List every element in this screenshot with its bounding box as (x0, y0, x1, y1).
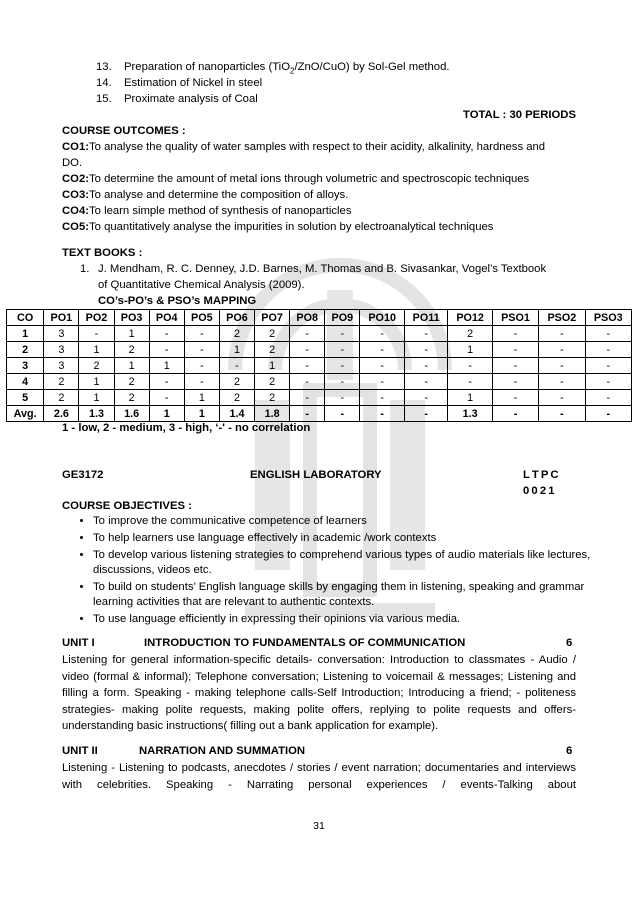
value-cell: 2 (219, 374, 254, 390)
course-outcomes-heading: COURSE OUTCOMES : (62, 125, 186, 137)
page-number: 31 (313, 820, 325, 832)
value-cell: - (539, 374, 585, 390)
list-number: 14. (96, 77, 112, 89)
value-cell: 3 (44, 326, 79, 342)
unit2-title: NARRATION AND SUMMATION (139, 745, 306, 757)
list-item-14 (96, 76, 262, 91)
value-cell: - (404, 358, 448, 374)
header-cell: PO11 (404, 310, 448, 326)
value-cell: - (290, 374, 325, 390)
value-cell: - (149, 390, 184, 406)
table-row (7, 358, 632, 374)
value-cell: - (360, 406, 404, 422)
list-text: Preparation of nanoparticles (TiO$_2$/ZnO/CuO) by Sol-Gel method. (124, 61, 450, 76)
unit2-body: Listening - Listening to podcasts, anecdotes / stories / event narration; documentaries and interviews with celebrities. Speaking - Narrating personal experiences / events-Talking about (62, 762, 576, 791)
value-cell: 1 (79, 374, 114, 390)
list-item-15 (96, 92, 258, 107)
value-cell: 1.8 (255, 406, 290, 422)
header-cell: PO6 (219, 310, 254, 326)
value-cell: - (360, 374, 404, 390)
value-cell: 2 (255, 342, 290, 358)
value-cell: - (404, 326, 448, 342)
value-cell: - (539, 358, 585, 374)
header-cell: PO12 (448, 310, 492, 326)
value-cell: - (325, 358, 360, 374)
value-cell: 1 (184, 390, 219, 406)
outcome-co1-cont: DO. (62, 157, 83, 169)
ltpc-values: 0 0 2 1 (523, 485, 555, 497)
value-cell: - (290, 390, 325, 406)
value-cell: - (404, 390, 448, 406)
outcome-co3: CO3:To analyse and determine the composition of alloys. (62, 189, 349, 201)
value-cell: - (360, 358, 404, 374)
value-cell: 1 (114, 326, 149, 342)
course-code: GE3172 (62, 469, 104, 481)
outcome-co5: CO5:To quantitatively analyse the impurities in solution by electroanalytical techniques (62, 221, 494, 233)
value-cell: - (585, 406, 631, 422)
value-cell: - (448, 358, 492, 374)
value-cell: - (539, 342, 585, 358)
table-row (7, 390, 632, 406)
outcome-co4: CO4:To learn simple method of synthesis of nanoparticles (62, 205, 352, 217)
table-row (7, 342, 632, 358)
value-cell: 1.3 (79, 406, 114, 422)
text-book-line2: of Quantitative Chemical Analysis (2009). (98, 279, 305, 291)
value-cell: - (539, 326, 585, 342)
value-cell: 1 (184, 406, 219, 422)
table-header-row (7, 310, 632, 326)
co-cell: 5 (7, 390, 44, 406)
co-cell: 2 (7, 342, 44, 358)
value-cell: - (492, 390, 538, 406)
course-title: ENGLISH LABORATORY (250, 469, 382, 481)
value-cell: - (219, 358, 254, 374)
value-cell: 1 (448, 390, 492, 406)
value-cell: 2.6 (44, 406, 79, 422)
header-cell: PO5 (184, 310, 219, 326)
value-cell: 2 (255, 390, 290, 406)
list-item: • To develop various listening strategies to comprehend various types of audio materials like lectures, discussions, videos etc. (93, 548, 613, 578)
value-cell: 2 (44, 374, 79, 390)
value-cell: 2 (255, 326, 290, 342)
list-item: • To improve the communicative competence of learners (93, 514, 613, 529)
co-cell: Avg. (7, 406, 44, 422)
list-text: Estimation of Nickel in steel (124, 77, 263, 89)
outcome-co1: CO1:To analyse the quality of water samples with respect to their acidity, alkalinity, hardness and (62, 141, 546, 153)
value-cell: - (492, 374, 538, 390)
text-book-number: 1. (80, 263, 90, 275)
value-cell: 2 (255, 374, 290, 390)
value-cell: - (585, 390, 631, 406)
value-cell: - (492, 406, 538, 422)
value-cell: 3 (44, 342, 79, 358)
value-cell: - (360, 342, 404, 358)
outcome-co2: CO2:To determine the amount of metal ions through volumetric and spectroscopic techniques (62, 173, 530, 185)
value-cell: - (290, 358, 325, 374)
list-item: • To use language efficiently in expressing their opinions via various media. (93, 612, 613, 627)
value-cell: - (492, 358, 538, 374)
unit1-body: Listening for general information-specific details- conversation: Introduction to classmates - Audio / video (formal & informal); Telephone conversation; Listening to voicemail & messages; Listening and filling a form. Speaking - making telephone calls-Self Introduction; Introducing a friend; - politeness strategies- making polite requests, making polite offers, replying to polite requests and offers- understanding basic instructions( filling out a bank application for example). (62, 654, 576, 732)
value-cell: 1 (114, 358, 149, 374)
value-cell: - (325, 406, 360, 422)
value-cell: - (448, 374, 492, 390)
value-cell: 2 (44, 390, 79, 406)
value-cell: - (149, 342, 184, 358)
value-cell: - (404, 342, 448, 358)
co-po-mapping-table (6, 309, 632, 422)
value-cell: 1 (448, 342, 492, 358)
value-cell: 1 (79, 342, 114, 358)
value-cell: - (149, 374, 184, 390)
value-cell: - (585, 374, 631, 390)
value-cell: 2 (114, 342, 149, 358)
value-cell: 1 (149, 358, 184, 374)
value-cell: - (325, 374, 360, 390)
value-cell: - (184, 374, 219, 390)
header-cell: PO7 (255, 310, 290, 326)
list-item: • To build on students’ English language skills by engaging them in listening, speaking and grammar learning activities that are relevant to authentic contexts. (93, 580, 613, 610)
list-number: 15. (96, 93, 112, 105)
header-cell: PO8 (290, 310, 325, 326)
value-cell: - (404, 374, 448, 390)
course-objectives-heading: COURSE OBJECTIVES : (62, 500, 192, 512)
value-cell: - (585, 342, 631, 358)
header-cell: PO3 (114, 310, 149, 326)
value-cell: - (149, 326, 184, 342)
value-cell: 2 (79, 358, 114, 374)
value-cell: - (184, 326, 219, 342)
value-cell: - (539, 406, 585, 422)
value-cell: - (325, 342, 360, 358)
value-cell: - (360, 326, 404, 342)
text-books-heading: TEXT BOOKS : (62, 247, 143, 259)
value-cell: 2 (448, 326, 492, 342)
list-item: • To help learners use language effectively in academic /work contexts (93, 531, 613, 546)
value-cell: 3 (44, 358, 79, 374)
objectives-list (68, 514, 613, 629)
value-cell: - (404, 406, 448, 422)
unit2-hours: 6 (566, 745, 573, 757)
value-cell: 2 (114, 390, 149, 406)
value-cell: - (360, 390, 404, 406)
text-book-line1: J. Mendham, R. C. Denney, J.D. Barnes, M. Thomas and B. Sivasankar, Vogel’s Textbook (98, 263, 547, 275)
value-cell: - (325, 390, 360, 406)
value-cell: 1 (255, 358, 290, 374)
header-cell: PO1 (44, 310, 79, 326)
value-cell: 2 (219, 326, 254, 342)
header-cell: PSO1 (492, 310, 538, 326)
value-cell: 1 (149, 406, 184, 422)
header-cell: PO2 (79, 310, 114, 326)
header-cell: PO4 (149, 310, 184, 326)
value-cell: - (325, 326, 360, 342)
value-cell: - (184, 342, 219, 358)
value-cell: 1.4 (219, 406, 254, 422)
header-cell: PO10 (360, 310, 404, 326)
list-text: Proximate analysis of Coal (124, 93, 258, 105)
value-cell: 1.6 (114, 406, 149, 422)
co-cell: 1 (7, 326, 44, 342)
header-cell: CO (7, 310, 44, 326)
table-row (7, 406, 632, 422)
value-cell: - (585, 358, 631, 374)
value-cell: - (290, 326, 325, 342)
value-cell: - (79, 326, 114, 342)
unit1-hours: 6 (566, 637, 573, 649)
value-cell: - (492, 326, 538, 342)
co-cell: 3 (7, 358, 44, 374)
list-number: 13. (96, 61, 112, 73)
mapping-legend: 1 - low, 2 - medium, 3 - high, ‘-' - no correlation (62, 422, 311, 434)
value-cell: - (290, 342, 325, 358)
mapping-title: CO’s-PO’s & PSO’s MAPPING (98, 295, 257, 307)
header-cell: PSO3 (585, 310, 631, 326)
co-cell: 4 (7, 374, 44, 390)
value-cell: - (184, 358, 219, 374)
value-cell: 1 (219, 342, 254, 358)
value-cell: 1 (79, 390, 114, 406)
ltpc-label: L T P C (523, 469, 559, 481)
header-cell: PO9 (325, 310, 360, 326)
value-cell: 2 (114, 374, 149, 390)
unit1-title: INTRODUCTION TO FUNDAMENTALS OF COMMUNICATION (144, 637, 466, 649)
header-cell: PSO2 (539, 310, 585, 326)
value-cell: 1.3 (448, 406, 492, 422)
table-row (7, 374, 632, 390)
value-cell: - (492, 342, 538, 358)
value-cell: - (539, 390, 585, 406)
value-cell: - (585, 326, 631, 342)
value-cell: - (290, 406, 325, 422)
unit2-label: UNIT II (62, 745, 98, 757)
table-row (7, 326, 632, 342)
unit1-label: UNIT I (62, 637, 95, 649)
value-cell: 2 (219, 390, 254, 406)
table-body (7, 326, 632, 422)
total-periods: TOTAL : 30 PERIODS (463, 109, 576, 121)
